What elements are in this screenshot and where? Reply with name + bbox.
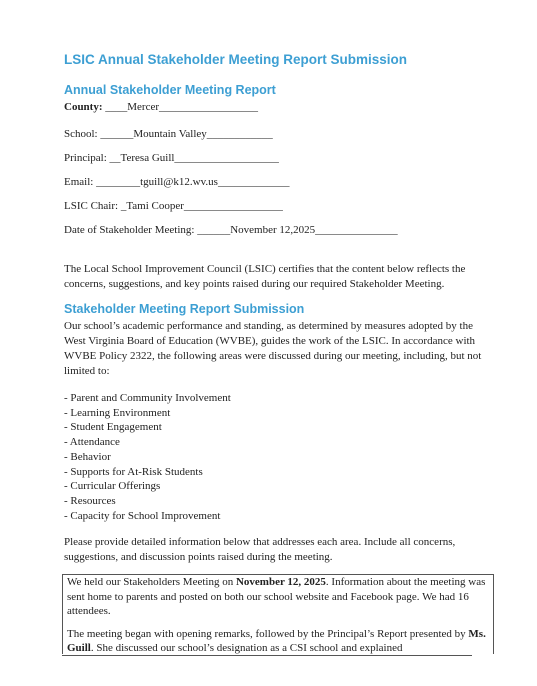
meeting-date-label: Date of Stakeholder Meeting:: [64, 224, 195, 236]
school-value: ______Mountain Valley____________: [100, 128, 273, 140]
school-field: [64, 128, 273, 140]
response-paragraph-1: We held our Stakeholders Meeting on November 12, 2025. Information about the meeting was sent home to parents and posted on both our school website and Facebook page. We had 16 attendees.: [67, 576, 486, 617]
list-item: - Supports for At-Risk Students: [64, 465, 203, 478]
response-underline: [62, 655, 472, 656]
principal-label: Principal:: [64, 152, 107, 164]
lsic-chair-field: [64, 200, 283, 212]
list-item: - Parent and Community Involvement: [64, 392, 231, 404]
email-label: Email:: [64, 176, 94, 188]
meeting-date-field: [64, 224, 398, 236]
list-item: - Student Engagement: [64, 421, 162, 434]
certification-paragraph: The Local School Improvement Council (LSIC) certifies that the content below reflects the concerns, suggestions, and key points raised during our required Stakeholder Meeting.: [64, 263, 466, 290]
list-item: - Attendance: [64, 436, 120, 449]
report-heading: Annual Stakeholder Meeting Report: [64, 83, 276, 97]
email-value: ________tguill@k12.wv.us_____________: [96, 176, 290, 188]
lsic-chair-value: _Tami Cooper__________________: [120, 200, 283, 212]
county-value: ____Mercer__________________: [105, 101, 259, 113]
meeting-date-value: ______November 12,2025_______________: [197, 224, 398, 236]
document-title: LSIC Annual Stakeholder Meeting Report Submission: [64, 52, 408, 67]
intro-paragraph: Our school’s academic performance and standing, as determined by measures adopted by the West Virginia Board of Education (WVBE), guides the work of the LSIC. In accordance with WVBE Policy 2322, the following areas were discussed during our meeting, including, but not limited to:: [64, 320, 482, 377]
list-item: - Curricular Offerings: [64, 480, 161, 493]
list-item: - Behavior: [64, 450, 111, 463]
email-field: [64, 176, 289, 188]
instructions-paragraph: Please provide detailed information below that addresses each area. Include all concerns, suggestions, and discussion points raised during the meeting.: [64, 536, 456, 563]
section-heading: Stakeholder Meeting Report Submission: [64, 302, 305, 316]
principal-value: __Teresa Guill___________________: [109, 152, 279, 164]
school-label: School:: [64, 128, 98, 140]
county-field: [64, 101, 258, 113]
principal-field: [64, 152, 279, 164]
list-item: - Resources: [64, 494, 116, 507]
list-item: - Capacity for School Improvement: [64, 509, 221, 522]
list-item: - Learning Environment: [64, 406, 171, 419]
lsic-chair-label: LSIC Chair:: [64, 200, 119, 212]
discussion-areas-list: [64, 391, 231, 523]
response-paragraph-2: The meeting began with opening remarks, followed by the Principal’s Report presented by Ms. Guill. She discussed our school’s designation as a CSI school and explained: [67, 627, 486, 654]
county-label: County:: [64, 101, 103, 113]
response-box: [62, 574, 494, 654]
